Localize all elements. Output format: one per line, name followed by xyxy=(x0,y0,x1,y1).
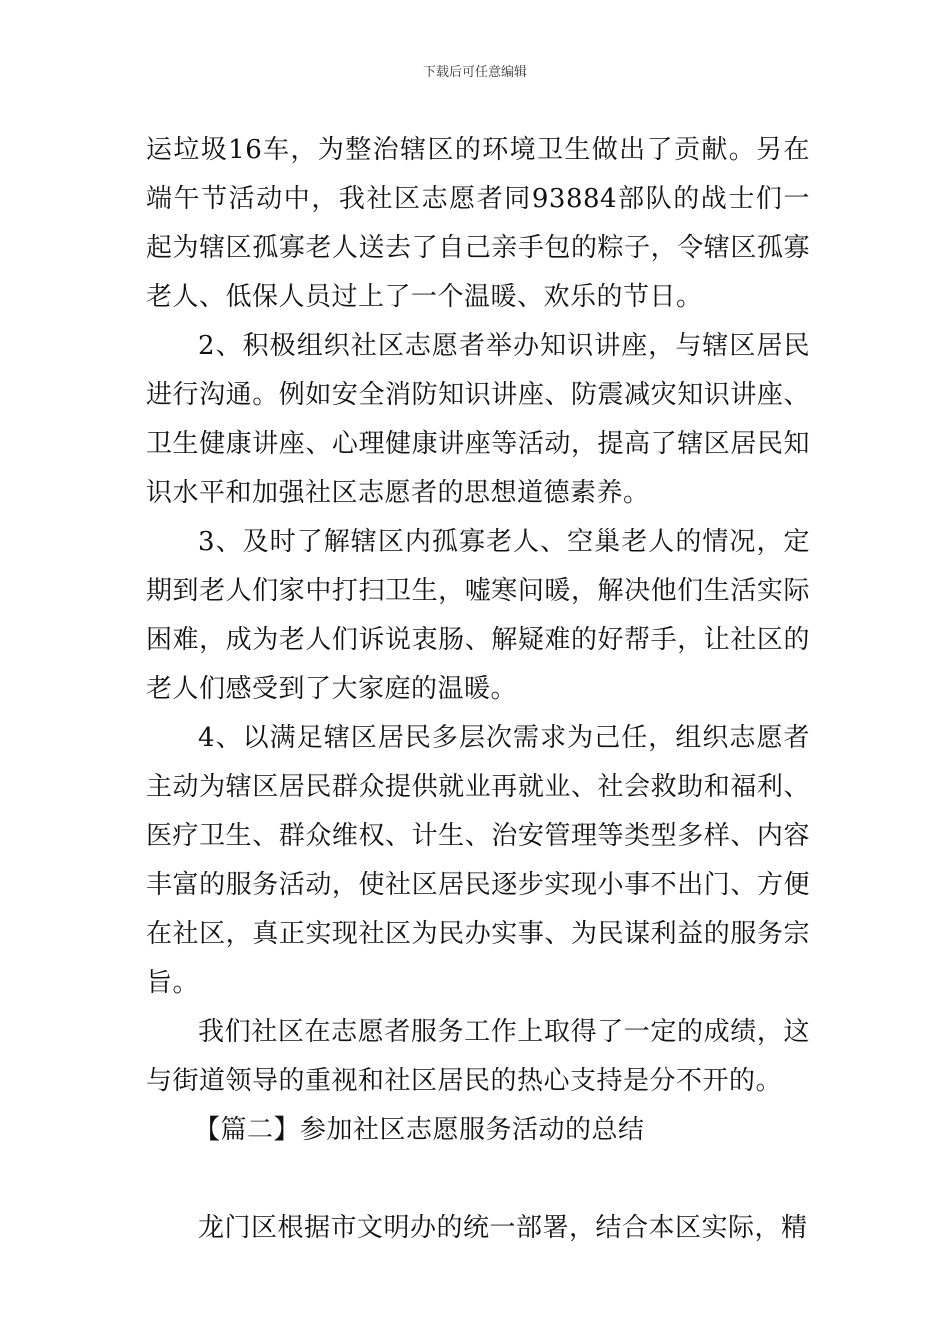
paragraph-item-4: 4、以满足辖区居民多层次需求为己任，组织志愿者主动为辖区居民群众提供就业再就业、社会救助和福利、医疗卫生、群众维权、计生、治安管理等类型多样、内容丰富的服务活动，使社区居民逐步实现小事不出门、方便在社区，真正实现社区为民办实事、为民谋利益的服务宗旨。 xyxy=(146,723,810,998)
paragraph-item-3: 3、及时了解辖区内孤寡老人、空巢老人的情况，定期到老人们家中打扫卫生，嘘寒问暖，解决他们生活实际困难，成为老人们诉说衷肠、解疑难的好帮手，让社区的老人们感受到了大家庭的温暖。 xyxy=(146,527,810,704)
paragraph-summary: 我们社区在志愿者服务工作上取得了一定的成绩，这与街道领导的重视和社区居民的热心支持是分不开的。 xyxy=(146,1017,810,1096)
page-header: 下载后可任意编辑 xyxy=(422,65,527,80)
paragraph-continuation: 运垃圾16车，为整治辖区的环境卫生做出了贡献。另在端午节活动中，我社区志愿者同93884部队的战士们一起为辖区孤寡老人送去了自己亲手包的粽子，令辖区孤寡老人、低保人员过上了一个温暖、欢乐的节日。 xyxy=(146,135,810,312)
document-body xyxy=(146,126,810,1253)
paragraph-closing: 龙门区根据市文明办的统一部署，结合本区实际，精 xyxy=(198,1213,808,1243)
blank-line xyxy=(146,1155,810,1204)
section-title: 【篇二】参加社区志愿服务活动的总结 xyxy=(194,1115,645,1145)
paragraph-item-2: 2、积极组织社区志愿者举办知识讲座，与辖区居民进行沟通。例如安全消防知识讲座、防震减灾知识讲座、卫生健康讲座、心理健康讲座等活动，提高了辖区居民知识水平和加强社区志愿者的思想道德素养。 xyxy=(146,331,810,508)
